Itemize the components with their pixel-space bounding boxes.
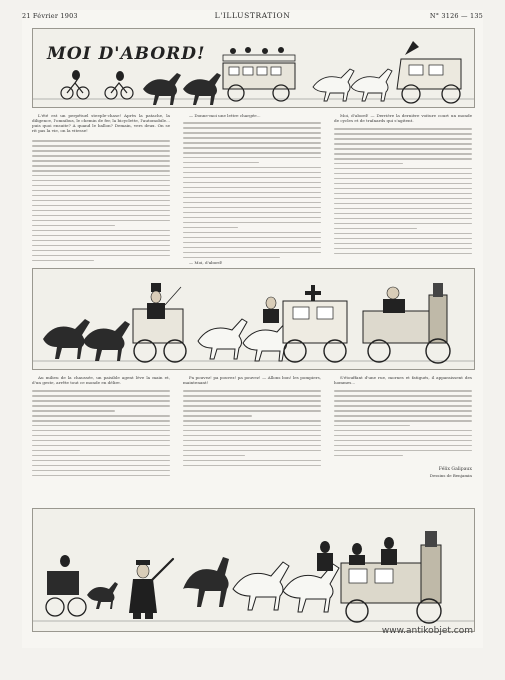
illustration-panel-middle <box>32 268 475 370</box>
header-date: 21 Février 1903 <box>22 12 78 20</box>
article-column-1 <box>32 113 170 134</box>
article-closing-paragraph: S'étouffant d'une rue, mornes et fatigués, il apparaissent des hommes... <box>334 375 472 386</box>
illustration-panel-top <box>32 28 475 108</box>
article-column-6 <box>334 375 472 386</box>
article-col3-paragraph: Moi, d'abord! — Derrière la dernière voiture court un monde de cycles et de traînards qui s'agitent. <box>334 113 472 124</box>
text-lines-col4 <box>32 390 170 480</box>
article-agent-paragraph: Au milieu de la chaussée, un paisible agent lève la main et, d'un geste, arrête tout ce monde en délire. <box>32 375 170 386</box>
article-column-3 <box>334 113 472 124</box>
moi-dabord-line: — Moi, d'abord! <box>189 260 223 265</box>
magazine-page <box>22 10 483 648</box>
text-lines-col2 <box>183 122 321 262</box>
header-page-number: N° 3126 — 135 <box>429 12 483 20</box>
article-column-5 <box>183 375 321 386</box>
header-title: L'ILLUSTRATION <box>214 11 291 20</box>
text-lines-col1 <box>32 140 170 265</box>
article-signature <box>334 467 472 478</box>
article-column-4 <box>32 375 170 386</box>
illustration-panel-bottom <box>32 508 475 632</box>
article-dialog-line: — Donne-moi une lettre chargée... <box>189 113 261 118</box>
page-header <box>22 10 483 24</box>
text-lines-col5 <box>183 390 321 470</box>
watermark: www.antikobjet.com <box>381 626 473 636</box>
text-lines-col6 <box>334 390 472 460</box>
article-pompiers-paragraph: Pa pouvez! pa pouvez! pa pouvez! — Allons bon! les pompiers, maintenant! <box>183 375 321 386</box>
article-intro-paragraph: L'été est un perpétuel steeple-chase! Après la patache, la diligence, l'omnibus, le chemin de fer, la bicyclette, l'automobile... puis quoi ensuite? A quand le ballon? Demain, vers deux. On se rit pas la vie, on la vitesse! <box>32 113 170 134</box>
svg-text:MOI D'ABORD!: MOI D'ABORD! <box>47 44 206 64</box>
illustration-credit: Dessins de Benjamin <box>429 473 472 478</box>
text-lines-col3 <box>334 128 472 258</box>
article-column-2 <box>183 113 321 119</box>
article-moi-dabord-2 <box>183 260 321 266</box>
author-name: Félix Galipaux <box>438 467 472 472</box>
